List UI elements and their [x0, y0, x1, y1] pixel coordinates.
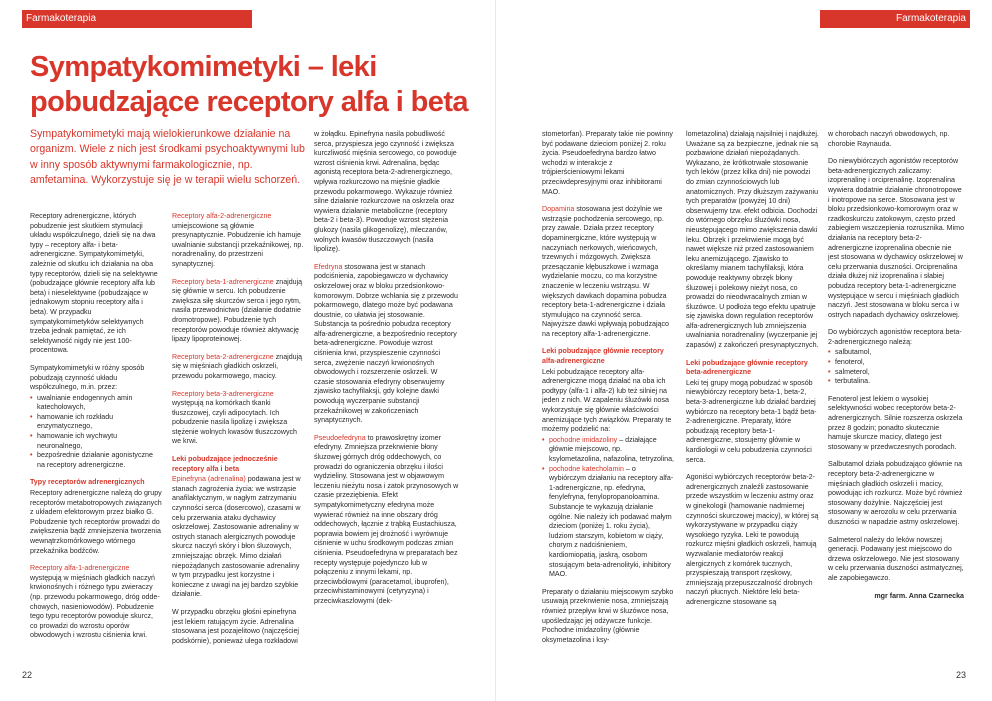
subheading: Typy receptorów adrenergicznych	[30, 478, 145, 487]
paragraph: w chorobach naczyń obwodowych, np. chorobie Raynauda.	[828, 130, 950, 148]
article-lead: Sympatykomimetyki mają wielokierunkowe działanie na organizm. Wiele z nich jest środkami psychoaktywnymi lub w inny sposób aktywnymi farmakologicznie, np. amfetamina. Wykorzystuje się je w terapii wielu schorzeń.	[30, 128, 305, 187]
subheading: Leki pobudzające głównie receptory beta-adrenergiczne	[686, 358, 808, 377]
paragraph: Receptory beta-3-adrenergiczne występują na komórkach tkanki tłuszczowej, czyli adipocytach. Ich pobudzenie nasila lipolizę i zwiększa stężenie wolnych kwasów tłuszczowych we krwi.	[172, 389, 297, 446]
term-highlight: Receptory alfa-1-adrenergiczne	[30, 564, 130, 573]
list-item: • salmeterol,	[828, 368, 964, 378]
term-highlight: Pseudoefedryna	[314, 433, 366, 442]
list-item: • pochodne imidazoliny – działające głównie miejscowo, np. ksylometazolina, nafazolina, tetryzolina,	[542, 436, 674, 465]
article-title: Sympatykomimetyki – leki pobudzające receptory alfa i beta	[30, 51, 468, 118]
paragraph: Do wybiórczych agonistów receptora beta-2-adrenergicznego należą:	[828, 328, 962, 346]
term-highlight: Epinefryna (adrenalina)	[172, 475, 246, 484]
paragraph: lometazolina) działają najsilniej i najdłużej. Uważane są za bezpieczne, jednak nie są pozbawione działań niepożądanych. Wykazano, że krótkotrwałe stosowanie tych leków (przez kilka dni) nie powodzi do zmian czynnościowych lub anatomicznych. Przy dłuższym zażywaniu tych preparatów (powyżej 10 dni) obserwujemy tzw. efekt odbicia. Dochodzi do wtórnego obrzęku śluzówki nosa, nieustępującego mimo zwiększenia dawki leku. Obrzęk i przekrwienie mogą być nawet większe niż przed zastosowaniem leku anemizującego. Zjawisko to określamy mianem tachyfilaksji, która powoduje reaktywny obrzęk błony śluzowej i polekowy nieżyt nosa, co prowadzi do nieodwracalnych zmian w śluzówce. U podłoża tego efektu upatruje się zjawiska down regulation receptorów alfa-adrenergicznych lub zmniejszenia uwalniania noradrenaliny (wyczerpanie jej zapasów) z zakończeń presynaptycznych.	[686, 130, 819, 350]
text-column-4	[542, 130, 674, 676]
paragraph: Agoniści wybiórczych receptorów beta-2-adrenergicznych znaleźli zastosowanie przede wszystkim w leczeniu astmy oraz w ginekologii (hamowanie nadmiernej czynności skurczowej macicy), w której są wykorzystywane w przypadku ciąży wysokiego ryzyka. Leki te powodują rozkurcz mięśni gładkich oskrzeli, hamują wyzwalanie mediatorów reakcji alergicznych z komórek tucznych, przyspieszają transport rzęskowy, zmniejszają przepuszczalność drobnych naczyń płucnych. Niektóre leki beta-adrenergiczne stosowane są	[686, 473, 819, 606]
page-number-left: 22	[22, 670, 33, 680]
beta2-agonist-list	[828, 348, 964, 386]
term-highlight: Receptory beta-3-adrenergiczne	[172, 389, 274, 398]
paragraph: Epinefryna (adrenalina) podawana jest w stanach zagrożenia życia: we wstrząsie anafilaktycznym, w nagłym zatrzymaniu czynności serca (dosercowo), czasami w celu przerwania ataku dychawicy oskrzelowej. Zastosowanie adrenaliny w ostrych stanach alergicznych powoduje skurcz naczyń skóry i błon śluzowych, zmniejszając obrzęk. Mimo działań niepożądanych zastosowanie adrenaliny w tym przypadku jest korzystne i konieczne z uwagi na jej bardzo szybkie działanie.	[172, 475, 301, 599]
paragraph: Efedryna stosowana jest w stanach podciśnienia, zapobiegawczo w dychawicy oskrzelowej oraz w bloku przedsionkowo-komorowym. Dobrze wchłania się z przewodu pokarmowego, dlatego może być podawana doustnie, co ułatwia jej stosowanie. Substancja ta pośrednio pobudza receptory alfa-adrenergiczne, a bezpośrednio receptory beta-adrenergiczne. Powoduje wzrost ciśnienia krwi, przyspieszenie czynności serca, zwężenie naczyń krwionośnych obwodowych i rozszerzenie oskrzeli. W czasie stosowania efedryny obserwujemy zjawisko tachyfilaksji, gdy kolejne dawki powodują wyczerpanie substancji przekaźnikowej w zakończeniach synaptycznych.	[314, 262, 458, 425]
paragraph: w żołądku. Epinefryna nasila pobudliwość serca, przyspiesza jego czynność i zwiększa kurczliwość mięśnia sercowego, co powoduje wzrost ciśnienia krwi. Adrenalina, będąc agonistą receptora beta-2-adrenergicznego, wpływa rozkurczowo na mięśnie gładkie przewodu pokarmowego. Wykazuje również silne działanie rozkurczowe na oskrzela oraz wywiera działanie metaboliczne (receptory beta-2 i beta-3). Powoduje wzrost stężenia glukozy (nasila glikogenolizę), mleczanów, wolnych kwasów tłuszczowych (nasila lipolizę).	[314, 130, 457, 254]
text-column-2	[172, 212, 304, 672]
list-item: • bezpośrednie działanie agonistyczne na receptory adrenergiczne.	[30, 451, 162, 470]
paragraph: Pseudoefedryna to prawoskrętny izomer efedryny. Zmniejsza przekrwienie błony śluzowej górnych dróg oddechowych, co prowadzi do ograniczenia obrzęku i ilości wydzieliny. Stosowana jest w objawowym leczeniu nieżytu nosa i zatok przynosowych w czasie przeziębienia. Efekt sympatykomimetyczny efedryna może wywierać również na inne obszary dróg oddechowych, łącznie z trąbką Eustachiusza, poprawia bowiem jej drożność i wyrównuje ciśnienie w uchu środkowym podczas zmian ciśnienia. Pseudoefedryna w preparatach bez recepty występuje pojedynczo lub w połączeniu z innymi lekami, np. przeciwbólowymi (paracetamol, ibuprofen), przeciwhistaminowymi (cetyryzyna) i przeciwkaszlowymi (dek-	[314, 433, 459, 605]
paragraph: Leki tej grupy mogą pobudzać w sposób niewybiórczy receptory beta-1, beta-2, beta-3-adrenergiczne lub działać bardziej wybiórczo na receptory beta-1 bądź beta-2-adrenergiczne. Preparaty, które pobudzają receptory beta-1-adrenergiczne, stosujemy głównie w kardiologii w celu pobudzenia czynności serca.	[686, 378, 817, 464]
paragraph: Dopamina stosowana jest dożylnie we wstrząsie pochodzenia sercowego, np. przy zawale. Działa przez receptory dopaminergiczne, które występują w naczyniach nerkowych, wieńcowych, trzewnych i mózgowych. Zwiększa przesączanie kłębuszkowe i wzmaga wydzielanie moczu, co ma korzystne znaczenie w leczeniu wstrząsu. W większych dawkach dopamina pobudza receptory beta-1-adrenergiczne i działa stymulująco na czynność serca. Najwyższe dawki wpływają pobudzająco na receptory alfa-1-adrenergiczne.	[542, 205, 669, 338]
term-highlight: Dopamina	[542, 205, 575, 214]
paragraph: Preparaty o działaniu miejscowym szybko usuwają przekrwienie nosa, zmniejszają również przepływ krwi w śluzówce nosa, upośledzając jej odżywcze funkcje. Pochodne imidazoliny (głównie oksymetazolina i ksy-	[542, 587, 674, 644]
paragraph: Leki pobudzające receptory alfa-adrenergiczne mogą działać na oba ich podtypy (alfa-1 i alfa-2) lub też silniej na jeden z nich. W zapaleniu śluzówki nosa wykorzystuje się głównie właściwości anemizujące tych związków. Preparaty te możemy podzielić na:	[542, 367, 672, 434]
list-item: • salbutamol,	[828, 348, 964, 358]
right-page	[496, 0, 992, 701]
section-header-left: Farmakoterapia	[22, 10, 252, 28]
paragraph: Receptory adrenergiczne należą do grupy receptorów metabotropowych związanych z układem efektorowym przez białko G. Pobudzenie tych receptorów prowadzi do zwiększenia bądź zmniejszenia tworzenia wewnątrzkomórkowego wtórnego przekaźnika bodźców.	[30, 489, 162, 555]
list-item: • pochodne katecholamin – o wybiórczym działaniu na receptory alfa-1-adrenergiczne, np. efedryna, fenylefryna, fenylopropanoloamina. Substancje te wykazują działanie ogólne. Nie należy ich podawać małym dzieciom (poniżej 1. roku życia), ludziom starszym, kobietom w ciąży, chorym z nadciśnieniem, kardiomiopatią, jaskrą, osobom stosującym beta-adrenolityki, inhibitory MAO.	[542, 465, 674, 580]
text-column-3	[314, 130, 459, 676]
list-item: • hamowanie ich rozkładu enzymatycznego,	[30, 413, 162, 432]
section-header-right: Farmakoterapia	[820, 10, 970, 28]
subheading: Leki pobudzające głównie receptory alfa-adrenergiczne	[542, 347, 664, 366]
paragraph: W przypadku obrzęku głośni epinefryna jest lekiem ratującym życie. Adrenalina stosowana jest pozajelitowo (najczęściej podskórnie), ponieważ ulega rozkładowi	[172, 607, 299, 645]
list-item: • terbutalina.	[828, 377, 964, 387]
subheading: Leki pobudzające jednocześnie receptory alfa i beta	[172, 455, 278, 473]
paragraph: Receptory adrenergiczne, których pobudzenie jest skutkiem stymulacji układu współczulnego, dzieli się na dwa typy – receptory alfa- i beta-adrenergiczne. Sympatykomimetyki, zależnie od skutku ich działania na oba typy receptorów, dzieli się na selektywne (pobudzające głównie receptory alfa lub beta) i nieselektywne (pobudzające w jednakowym stopniu receptory alfa i beta). W przypadku sympatykomimetyków selektywnych trzeba jednak pamiętać, że ich selektywność nigdy nie jest 100-procentowa.	[30, 212, 158, 355]
term-highlight: pochodne imidazoliny	[549, 435, 618, 444]
term-highlight: pochodne katecholamin	[549, 464, 624, 473]
term-highlight: Receptory beta-2-adrenergiczne	[172, 352, 274, 361]
paragraph: Salbutamol działa pobudzająco głównie na receptory beta-2-adrenergiczne w mięśniach gładkich oskrzeli i macicy, powodując ich rozkurcz. Może być również stosowany dożylnie. Najczęściej jest stosowany w aerozolu w celu przerwania duszności w napadzie astmy oskrzelowej.	[828, 460, 963, 526]
text-column-6	[828, 130, 964, 676]
paragraph: Sympatykomimetyki w różny sposób pobudzają czynność układu współczulnego, m.in. przez:	[30, 363, 145, 392]
list-item: • uwalnianie endogennych amin katecholowych,	[30, 394, 162, 413]
paragraph: Receptory beta-1-adrenergiczne znajdują się głównie w sercu. Ich pobudzenie zwiększa siłę skurczów serca i jego rytm, nasila przewodnictwo (działanie dodatnie dromotropowe). Pobudzenie tych receptorów powoduje również aktywację lipazy lipoproteinowej.	[172, 277, 303, 344]
mechanism-list	[30, 394, 162, 471]
list-item: • hamowanie ich wychwytu neuronalnego,	[30, 432, 162, 451]
paragraph: Receptory beta-2-adrenergiczne znajdują się w mięśniach gładkich oskrzeli, przewodu pokarmowego, macicy.	[172, 352, 303, 380]
author-signature: mgr farm. Anna Czarnecka	[874, 591, 964, 600]
paragraph: Fenoterol jest lekiem o wysokiej selektywności wobec receptorów beta-2-adrenergicznych. Silnie rozszerza oskrzela przez 8 godzin; ponadto skutecznie hamuje skurcze macicy, dlatego jest stosowany w przedwczesnych porodach.	[828, 394, 963, 451]
text-column-1	[30, 212, 162, 662]
paragraph: stometorfan). Preparaty takie nie powinny być podawane dzieciom poniżej 2. roku życia. Pseudoefedryna bardzo łatwo wchodzi w interakcje z trójpierścieniowymi lekami przeciwdepresyjnymi oraz inhibitorami MAO.	[542, 130, 673, 196]
list-item: • fenoterol,	[828, 358, 964, 368]
term-highlight: Receptory beta-1-adrenergiczne	[172, 277, 274, 286]
alpha-agonist-list	[542, 436, 674, 580]
paragraph: Salmeterol należy do leków nowszej generacji. Podawany jest miejscowo do drzewa oskrzelowego. Nie jest stosowany w celu przerwania duszności astmatycznej, ale zapobiegawczo.	[828, 535, 964, 582]
page-number-right: 23	[955, 670, 966, 680]
paragraph: Do niewybiórczych agonistów receptorów beta-adrenergicznych zaliczamy: izoprenalinę i orciprenalinę. Izoprenalina wywiera dodatnie działanie chronotropowe i inotropowe na serce. Stosowana jest w bloku przedsionkowo-komorowym oraz w rzadkoskurczu zatokowym, często przed zabiegiem wszczepienia rozrusznika. Mimo działania na receptory beta-2-adrenergiczne izoprenalina obecnie nie jest stosowana w dychawicy oskrzelowej w celu przerwania duszności. Orciprenalina działa dłużej niż izoprenalina i słabiej pobudza receptory beta-1-adrenergiczne występujące w sercu i mięśniach gładkich naczyń. Jest stosowana w bloku serca i w ostrych napadach dychawicy oskrzelowej.	[828, 157, 964, 319]
term-highlight: Efedryna	[314, 262, 343, 271]
paragraph: Receptory alfa-2-adrenergiczne umiejscowione są głównie presynaptycznie. Pobudzenie ich hamuje uwalnianie substancji przekaźnikowej, np. noradrenaliny, do przestrzeni synaptycznej.	[172, 212, 304, 268]
term-highlight: Receptory alfa-2-adrenergiczne	[172, 212, 272, 220]
text-column-5	[686, 130, 820, 676]
paragraph: Receptory alfa-1-adrenergiczne występują w mięśniach gładkich naczyń krwionośnych i różnego typu zwieraczy (np. przewodu pokarmowego, dróg oddechowych, nasieniowodów). Pobudzenie tego typu receptorów powoduje skurcz, co prowadzi do wzrostu oporów obwodowych i wzrostu ciśnienia krwi.	[30, 564, 160, 640]
